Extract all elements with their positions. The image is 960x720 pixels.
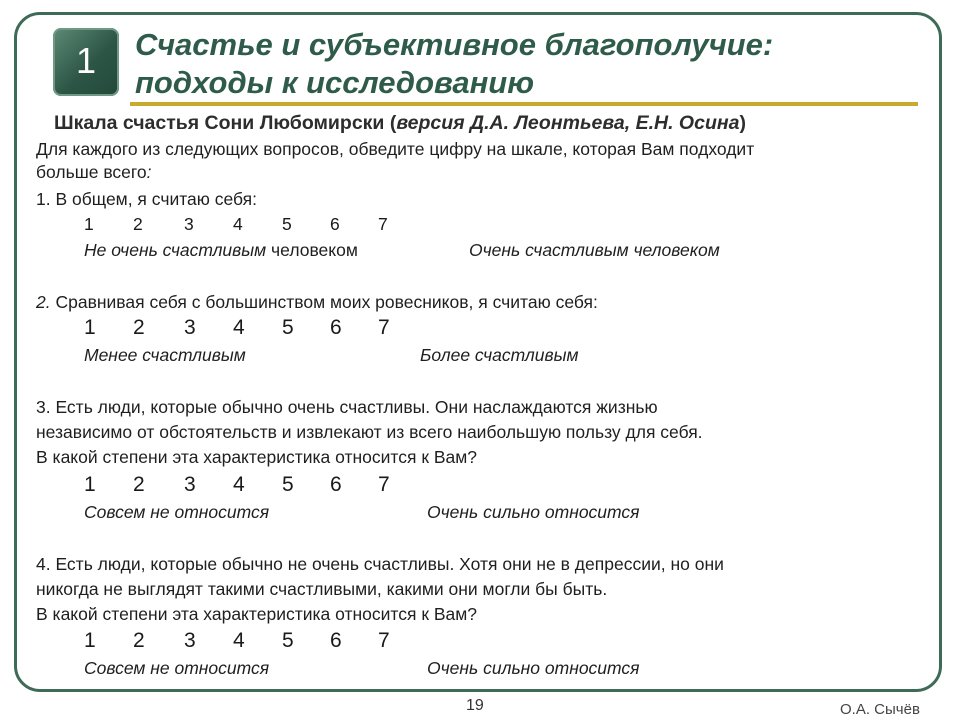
scale-option-4[interactable]: 4 (233, 214, 243, 234)
question-4-line-1: 4. Есть люди, которые обычно не очень счастливы. Хотя они не в депрессии, но они (36, 554, 724, 574)
scale-option-6[interactable]: 6 (330, 316, 342, 339)
question-1-low-anchor-italic: Не очень счастливым (84, 240, 267, 260)
scale-option-3[interactable]: 3 (184, 214, 194, 234)
scale-option-7[interactable]: 7 (378, 214, 388, 234)
scale-option-6[interactable]: 6 (330, 629, 342, 652)
scale-option-3[interactable]: 3 (184, 629, 196, 652)
scale-name-close: ) (739, 112, 746, 134)
question-3-high-anchor: Очень сильно относится (427, 502, 640, 522)
question-4-line-3: В какой степени эта характеристика относится к Вам? (36, 604, 478, 624)
question-4-low-anchor: Совсем не относится (84, 658, 270, 678)
question-1-high-anchor: Очень счастливым человеком (469, 240, 720, 260)
question-1-low-anchor (84, 240, 358, 261)
instructions-colon: : (146, 162, 152, 182)
scale-option-6[interactable]: 6 (330, 214, 340, 234)
question-2-text (36, 292, 598, 313)
question-1-low-anchor-plain: человеком (266, 240, 358, 260)
title-underline (130, 102, 918, 106)
scale-option-2[interactable]: 2 (133, 473, 145, 496)
page-number: 19 (466, 697, 484, 714)
scale-version-authors: версия Д.А. Леонтьева, Е.Н. Осина (396, 112, 740, 134)
author-name: О.А. Сычёв (840, 701, 920, 718)
scale-option-7[interactable]: 7 (378, 473, 390, 496)
slide-title-line-1: Счастье и субъективное благополучие: (135, 27, 774, 62)
scale-option-2[interactable]: 2 (133, 629, 145, 652)
instructions-line-1: Для каждого из следующих вопросов, обведите цифру на шкале, которая Вам подходит (36, 139, 755, 159)
question-3-line-3: В какой степени эта характеристика относится к Вам? (36, 447, 478, 467)
question-3-line-2: независимо от обстоятельств и извлекают из всего наибольшую пользу для себя. (36, 422, 703, 442)
scale-name-text: Шкала счастья Сони Любомирски ( (54, 112, 397, 134)
question-4-high-anchor: Очень сильно относится (427, 658, 640, 678)
question-2-low-anchor: Менее счастливым (84, 345, 246, 365)
scale-option-5[interactable]: 5 (282, 316, 294, 339)
question-2-number: 2. (36, 292, 51, 312)
scale-option-1[interactable]: 1 (84, 214, 94, 234)
slide-title-line-2: подходы к исследованию (135, 65, 535, 100)
scale-option-5[interactable]: 5 (282, 214, 292, 234)
scale-option-6[interactable]: 6 (330, 473, 342, 496)
question-1-text: 1. В общем, я считаю себя: (36, 189, 258, 209)
instructions-line-2 (36, 162, 152, 183)
scale-option-2[interactable]: 2 (133, 214, 143, 234)
scale-option-3[interactable]: 3 (184, 473, 196, 496)
scale-option-7[interactable]: 7 (378, 629, 390, 652)
scale-name (54, 112, 746, 135)
scale-option-4[interactable]: 4 (233, 473, 245, 496)
scale-option-1[interactable]: 1 (84, 629, 96, 652)
section-number-badge (53, 28, 119, 96)
slide-title (135, 26, 915, 102)
scale-option-5[interactable]: 5 (282, 473, 294, 496)
question-2-high-anchor: Более счастливым (420, 345, 579, 365)
scale-option-5[interactable]: 5 (282, 629, 294, 652)
scale-option-4[interactable]: 4 (233, 316, 245, 339)
scale-option-2[interactable]: 2 (133, 316, 145, 339)
question-3-low-anchor: Совсем не относится (84, 502, 270, 522)
question-3-line-1: 3. Есть люди, которые обычно очень счастливы. Они наслаждаются жизнью (36, 397, 658, 417)
scale-option-4[interactable]: 4 (233, 629, 245, 652)
question-2-line-1: Сравнивая себя с большинством моих ровесников, я считаю себя: (50, 292, 598, 312)
scale-option-7[interactable]: 7 (378, 316, 390, 339)
instructions-line-2-text: больше всего (36, 162, 147, 182)
section-number: 1 (75, 40, 97, 81)
scale-option-3[interactable]: 3 (184, 316, 196, 339)
scale-option-1[interactable]: 1 (84, 473, 96, 496)
scale-option-1[interactable]: 1 (84, 316, 96, 339)
question-4-line-2: никогда не выглядят такими счастливыми, какими они могли бы быть. (36, 579, 608, 599)
